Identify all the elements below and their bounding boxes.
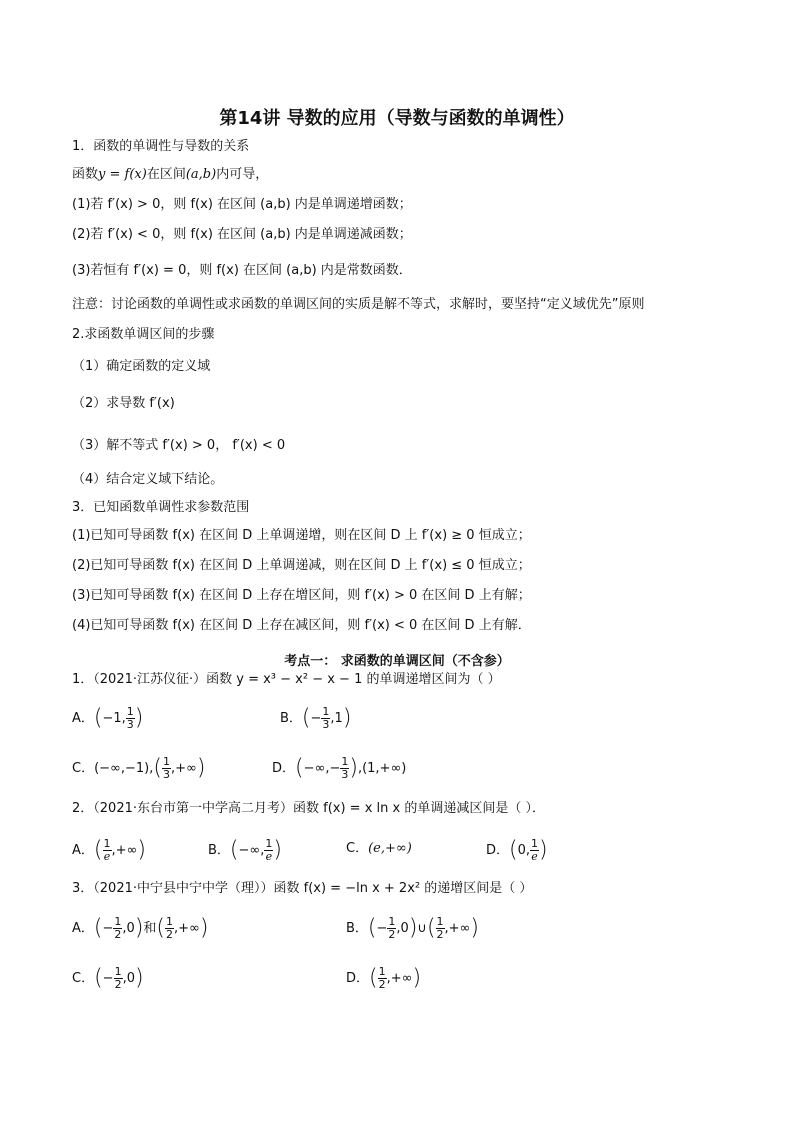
- question-2-stem: 2．（2021·东台市第一中学高二月考）函数 f(x) = x ln x 的单调递减区间是（ ）．: [72, 801, 545, 816]
- question-1-stem: 1．（2021·江苏仪征·）函数 y = x³ − x² − x − 1 的单调递增区间为（ ）: [72, 672, 501, 687]
- topic-heading: 考点一： 求函数的单调区间（不含参）: [284, 654, 510, 669]
- section-3-heading: 3．已知函数单调性求参数范围: [72, 500, 250, 515]
- step-3: （3）解不等式 f′(x) > 0， f′(x) < 0: [72, 438, 286, 453]
- param-rule-4: (4)已知可导函数 f(x) 在区间 D 上存在减区间，则 f′(x) < 0 在区间 D 上有解．: [72, 618, 531, 633]
- q3-option-d[interactable]: D．( $\frac{1}{2}$ ,+∞): [346, 965, 422, 991]
- param-rule-2: (2)已知可导函数 f(x) 在区间 D 上单调递减，则在区间 D 上 f′(x) ≤ 0 恒成立；: [72, 558, 531, 573]
- q1-option-b[interactable]: B．(− $\frac{1}{3}$ ,1): [280, 705, 352, 731]
- section-1-heading: 1．函数的单调性与导数的关系: [72, 139, 250, 154]
- section-2-heading: 2.求函数单调区间的步骤: [72, 327, 215, 342]
- section-1-intro: 函数y = f(x)在区间(a,b)内可导，: [72, 167, 269, 182]
- q2-option-a[interactable]: A．( $\frac{1}{e}$ ,+∞): [72, 837, 146, 863]
- rule-3: (3)若恒有 f′(x) = 0，则 f(x) 在区间 (a,b) 内是常数函数．: [72, 263, 412, 278]
- step-2: （2）求导数 f′(x): [72, 396, 175, 411]
- note-text: 注意：讨论函数的单调性或求函数的单调区间的实质是解不等式，求解时，要坚持“定义域优先”原则: [72, 297, 645, 312]
- q1-option-a[interactable]: A．(−1, $\frac{1}{3}$ ): [72, 705, 144, 731]
- q3-option-b[interactable]: B．(− $\frac{1}{2}$ ,0)∪( $\frac{1}{2}$ ,+∞): [346, 915, 479, 941]
- page-title: 第14讲 导数的应用（导数与函数的单调性）: [219, 108, 575, 129]
- param-rule-3: (3)已知可导函数 f(x) 在区间 D 上存在增区间，则 f′(x) > 0 在区间 D 上有解；: [72, 588, 531, 603]
- rule-2: (2)若 f′(x) < 0，则 f(x) 在区间 (a,b) 内是单调递减函数；: [72, 227, 412, 242]
- q3-option-c[interactable]: C．(− $\frac{1}{2}$ ,0): [72, 965, 144, 991]
- q1-option-c[interactable]: C．(−∞,−1),( $\frac{1}{3}$ ,+∞): [72, 755, 206, 781]
- q3-option-a[interactable]: A．(− $\frac{1}{2}$ ,0)和( $\frac{1}{2}$ ,+∞): [72, 915, 209, 941]
- q2-option-d[interactable]: D．(0, $\frac{1}{e}$ ): [486, 837, 548, 863]
- rule-1: (1)若 f′(x) > 0，则 f(x) 在区间 (a,b) 内是单调递增函数；: [72, 197, 412, 212]
- step-1: （1）确定函数的定义域: [72, 359, 211, 374]
- question-3-stem: 3．（2021·中宁县中宁中学（理））函数 f(x) = −ln x + 2x² 的递增区间是（ ）: [72, 881, 533, 896]
- step-4: （4）结合定义域下结论。: [72, 472, 224, 487]
- q2-option-c[interactable]: C．(e,+∞): [346, 841, 412, 856]
- q2-option-b[interactable]: B．(−∞, $\frac{1}{e}$ ): [208, 837, 282, 863]
- q1-option-d[interactable]: D．(−∞,− $\frac{1}{3}$ ),(1,+∞): [272, 755, 407, 781]
- param-rule-1: (1)已知可导函数 f(x) 在区间 D 上单调递增，则在区间 D 上 f′(x) ≥ 0 恒成立；: [72, 528, 531, 543]
